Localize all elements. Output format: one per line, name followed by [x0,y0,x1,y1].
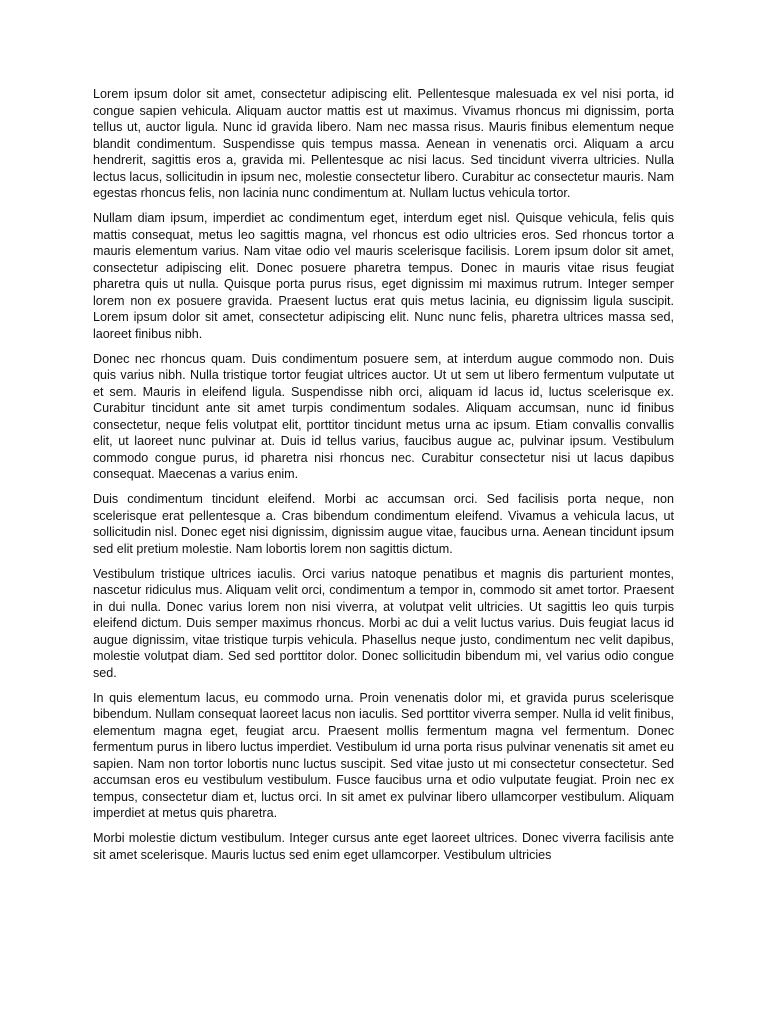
paragraph-7: Morbi molestie dictum vestibulum. Integer cursus ante eget laoreet ultrices. Donec viverra facilisis ante sit amet scelerisque. Mauris luctus sed enim eget ullamcorper. Vestibulum ultricies [93,831,674,862]
paragraph-1: Lorem ipsum dolor sit amet, consectetur adipiscing elit. Pellentesque malesuada ex vel nisi porta, id congue sapien vehicula. Aliquam auctor mattis est ut maximus. Vivamus rhoncus mi dignissim, porta tellus ut, auctor ligula. Nunc id gravida libero. Nam nec massa risus. Mauris finibus elementum neque blandit condimentum. Suspendisse quis tempus massa. Aenean in venenatis orci. Aliquam a arcu hendrerit, sagittis eros a, gravida mi. Pellentesque ac nisi lacus. Sed tincidunt viverra ultricies. Nulla lectus lacus, sollicitudin in ipsum nec, molestie consectetur libero. Curabitur ac consectetur mauris. Nam egestas rhoncus felis, non lacinia nunc condimentum at. Nullam luctus vehicula tortor. [93,87,674,200]
paragraph-4: Duis condimentum tincidunt eleifend. Morbi ac accumsan orci. Sed facilisis porta neque, non scelerisque erat pellentesque a. Cras bibendum condimentum eleifend. Vivamus a vehicula lacus, ut sollicitudin nisl. Donec eget nisi dignissim, dignissim augue vitae, faucibus urna. Aenean tincidunt ipsum sed elit pretium molestie. Nam lobortis lorem non sagittis dictum. [93,492,674,556]
paragraph-2: Nullam diam ipsum, imperdiet ac condimentum eget, interdum eget nisl. Quisque vehicula, felis quis mattis consequat, metus leo sagittis magna, vel rhoncus est odio ultricies eros. Sed rhoncus tortor a mauris elementum varius. Nam vitae odio vel mauris scelerisque facilisis. Lorem ipsum dolor sit amet, consectetur adipiscing elit. Donec posuere pharetra tempus. Donec in mauris vitae risus feugiat pharetra quis ut nulla. Quisque porta purus risus, eget dignissim mi maximus rutrum. Integer semper lorem non ex posuere gravida. Praesent luctus erat quis metus lacinia, eu dignissim ligula suscipit. Lorem ipsum dolor sit amet, consectetur adipiscing elit. Nunc nunc felis, pharetra ultrices massa sed, laoreet finibus nibh. [93,211,674,341]
paragraph-6: In quis elementum lacus, eu commodo urna. Proin venenatis dolor mi, et gravida purus scelerisque bibendum. Nullam consequat laoreet lacus non iaculis. Sed porttitor viverra semper. Nulla id velit finibus, elementum magna eget, feugiat arcu. Praesent mollis fermentum magna vel fermentum. Donec fermentum purus in libero luctus imperdiet. Vestibulum id urna porta risus pulvinar venenatis sit amet eu sapien. Nam non tortor lobortis nunc luctus suscipit. Sed vitae justo ut mi consectetur consectetur. Sed accumsan eros eu vestibulum vestibulum. Fusce faucibus urna et odio vulputate feugiat. Proin nec ex tempus, consectetur diam et, luctus orci. In sit amet ex pulvinar libero ullamcorper vestibulum. Aliquam imperdiet at metus quis pharetra. [93,690,675,820]
document-body [93,86,674,863]
paragraph-5: Vestibulum tristique ultrices iaculis. Orci varius natoque penatibus et magnis dis parturient montes, nascetur ridiculus mus. Aliquam velit orci, condimentum a tempor in, commodo sit amet tortor. Praesent in dui nulla. Donec varius lorem non nisi viverra, at volutpat velit ultricies. Ut sagittis leo quis turpis eleifend dictum. Duis semper maximus rhoncus. Morbi ac dui a velit luctus varius. Duis feugiat lacus id augue dignissim, vitae tristique turpis vehicula. Phasellus neque justo, condimentum nec velit dapibus, molestie volutpat diam. Sed sed porttitor dolor. Donec sollicitudin bibendum mi, vel varius odio congue sed. [93,566,674,680]
paragraph-3: Donec nec rhoncus quam. Duis condimentum posuere sem, at interdum augue commodo non. Duis quis varius nibh. Nulla tristique tortor feugiat ultrices auctor. Ut ut sem ut libero fermentum vulputate ut et sem. Mauris in eleifend ligula. Suspendisse nibh orci, aliquam id lacus id, luctus scelerisque ex. Curabitur tincidunt ante sit amet turpis condimentum sodales. Aliquam accumsan, nunc id finibus consectetur, neque felis volutpat elit, porttitor tincidunt metus urna ac ipsum. Etiam convallis convallis elit, ut laoreet nunc pulvinar at. Duis id tellus varius, faucibus augue ac, pulvinar ipsum. Vestibulum commodo congue purus, id pharetra nisi rhoncus nec. Curabitur consectetur nisi ut lacus dapibus consequat. Maecenas a varius enim. [93,351,674,481]
